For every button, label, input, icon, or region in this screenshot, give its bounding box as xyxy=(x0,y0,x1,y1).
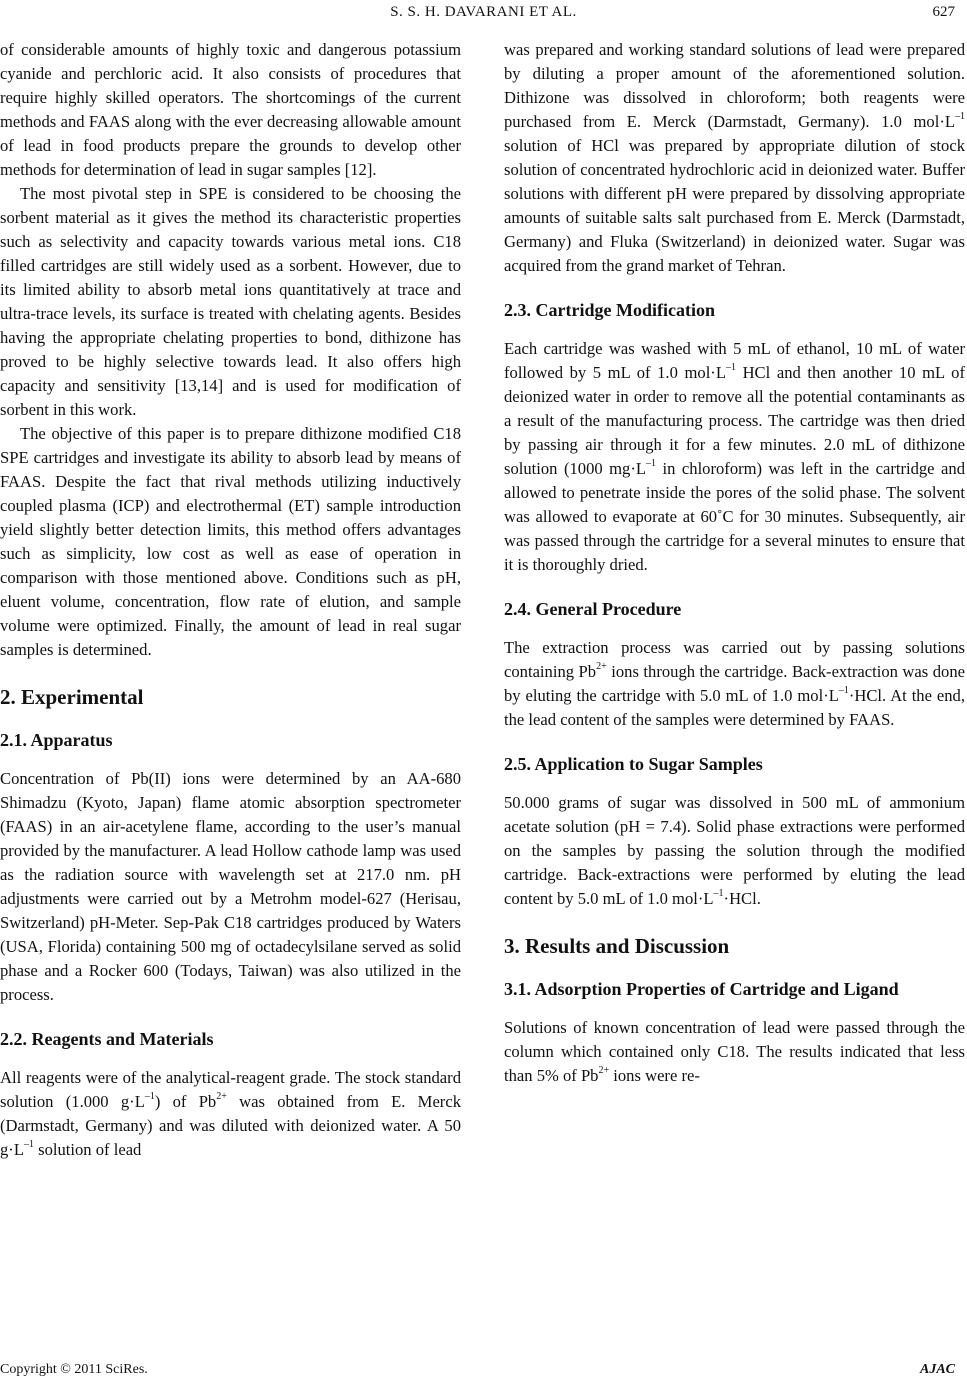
running-head xyxy=(0,4,967,26)
paragraph: All reagents were of the analytical-reagent grade. The stock standard solution (1.000 $g\cdot L^{-1}$) of $Pb^{2+}$ was obtained from E. Merck (Darmstadt, Germany) and was diluted with deionized water. A 50 $g\cdot L^{-1}$ solution of lead xyxy=(0,1068,461,1159)
copyright-notice: Copyright © 2011 SciRes. xyxy=(0,1362,148,1377)
left-column xyxy=(0,38,461,1162)
footer xyxy=(0,1352,967,1386)
running-title: S. S. H. DAVARANI ET AL. xyxy=(390,4,577,20)
section-heading-experimental: 2. Experimental xyxy=(0,685,144,709)
section-heading-results: 3. Results and Discussion xyxy=(504,934,730,958)
paragraph: Solutions of known concentration of lead were passed through the column which contained only C18. The results indicated that less than 5% of $Pb^{2+}$ ions were re- xyxy=(504,1018,965,1085)
subsection-heading-reagents: 2.2. Reagents and Materials xyxy=(0,1029,214,1049)
right-column xyxy=(504,38,965,1088)
paragraph: Each cartridge was washed with 5 mL of ethanol, 10 mL of water followed by 5 mL of 1.0 $mol\cdot L^{-1}$ HCl and then another 10 mL of deionized water in order to remove all the potential contaminants as a result of the manufacturing process. The cartridge was then dried by passing air through it for a few minutes. 2.0 mL of dithizone solution (1000 $mg\cdot L^{-1}$ in chloroform) was left in the cartridge and allowed to penetrate inside the pores of the solid phase. The solvent was allowed to evaporate at 60˚C for 30 minutes. Subsequently, air was passed through the cartridge for a several minutes to ensure that it is thoroughly dried. xyxy=(504,339,965,574)
paragraph: of considerable amounts of highly toxic and dangerous potassium cyanide and perchloric acid. It also consists of procedures that require highly skilled operators. The shortcomings of the current methods and FAAS along with the ever decreasing allowable amount of lead in food products prepare the grounds to develop other methods for determination of lead in sugar samples [12]. xyxy=(0,40,461,179)
subsection-heading-apparatus: 2.1. Apparatus xyxy=(0,730,113,750)
paragraph: 50.000 grams of sugar was dissolved in 500 mL of ammonium acetate solution (pH = 7.4). Solid phase extractions were performed on the samples by passing the solution through the modified cartridge. Back-extractions were performed by eluting the lead content by 5.0 mL of 1.0 $mol\cdot L^{-1}\cdot HCl$. xyxy=(504,793,965,908)
subsection-heading-sugar-samples: 2.5. Application to Sugar Samples xyxy=(504,754,763,774)
journal-abbrev: AJAC xyxy=(919,1362,955,1377)
subsection-heading-adsorption: 3.1. Adsorption Properties of Cartridge and Ligand xyxy=(504,979,899,999)
subsection-heading-general-procedure: 2.4. General Procedure xyxy=(504,599,682,619)
paragraph: The objective of this paper is to prepare dithizone modified C18 SPE cartridges and investigate its ability to absorb lead by means of FAAS. Despite the fact that rival methods utilizing inductively coupled plasma (ICP) and electrothermal (ET) sample introduction yield slightly better detection limits, this method offers advantages such as simplicity, low cost as well as ease of operation in comparison with those mentioned above. Conditions such as pH, eluent volume, concentration, flow rate of elution, and sample volume were optimized. Finally, the amount of lead in real sugar samples is determined. xyxy=(0,424,461,659)
paragraph: Concentration of Pb(II) ions were determined by an AA-680 Shimadzu (Kyoto, Japan) flame atomic absorption spectrometer (FAAS) in an air-acetylene flame, according to the user’s manual provided by the manufacturer. A lead Hollow cathode lamp was used as the radiation source with wavelength set at 217.0 nm. pH adjustments were carried out by a Metrohm model-627 (Herisau, Switzerland) pH-Meter. Sep-Pak C18 cartridges produced by Waters (USA, Florida) containing 500 mg of octadecylsilane served as solid phase and a Rocker 600 (Todays, Taiwan) was also utilized in the process. xyxy=(0,769,461,1004)
paragraph: was prepared and working standard solutions of lead were prepared by diluting a proper amount of the aforementioned solution. Dithizone was dissolved in chloroform; both reagents were purchased from E. Merck (Darmstadt, Germany). 1.0 $mol\cdot L^{-1}$ solution of HCl was prepared by appropriate dilution of stock solution of concentrated hydrochloric acid in deionized water. Buffer solutions with different pH were prepared by dissolving appropriate amounts of suitable salts salt purchased from E. Merck (Darmstadt, Germany) and Fluka (Switzerland) in deionized water. Sugar was acquired from the grand market of Tehran. xyxy=(504,40,965,275)
paragraph: The most pivotal step in SPE is considered to be choosing the sorbent material as it gives the method its characteristic properties such as selectivity and capacity towards various metal ions. C18 filled cartridges are still widely used as a sorbent. However, due to its limited ability to absorb metal ions quantitatively at trace and ultra-trace levels, its surface is treated with chelating agents. Besides having the appropriate chelating properties to bond, dithizone has proved to be highly selective towards lead. It also offers high capacity and sensitivity [13,14] and is used for modification of sorbent in this work. xyxy=(0,184,461,419)
subsection-heading-cartridge-modification: 2.3. Cartridge Modification xyxy=(504,300,715,320)
paragraph: The extraction process was carried out by passing solutions containing $Pb^{2+}$ ions through the cartridge. Back-extraction was done by eluting the cartridge with 5.0 mL of 1.0 $mol\cdot L^{-1}\cdot HCl$. At the end, the lead content of the samples were determined by FAAS. xyxy=(504,638,965,729)
page-number: 627 xyxy=(932,4,955,20)
